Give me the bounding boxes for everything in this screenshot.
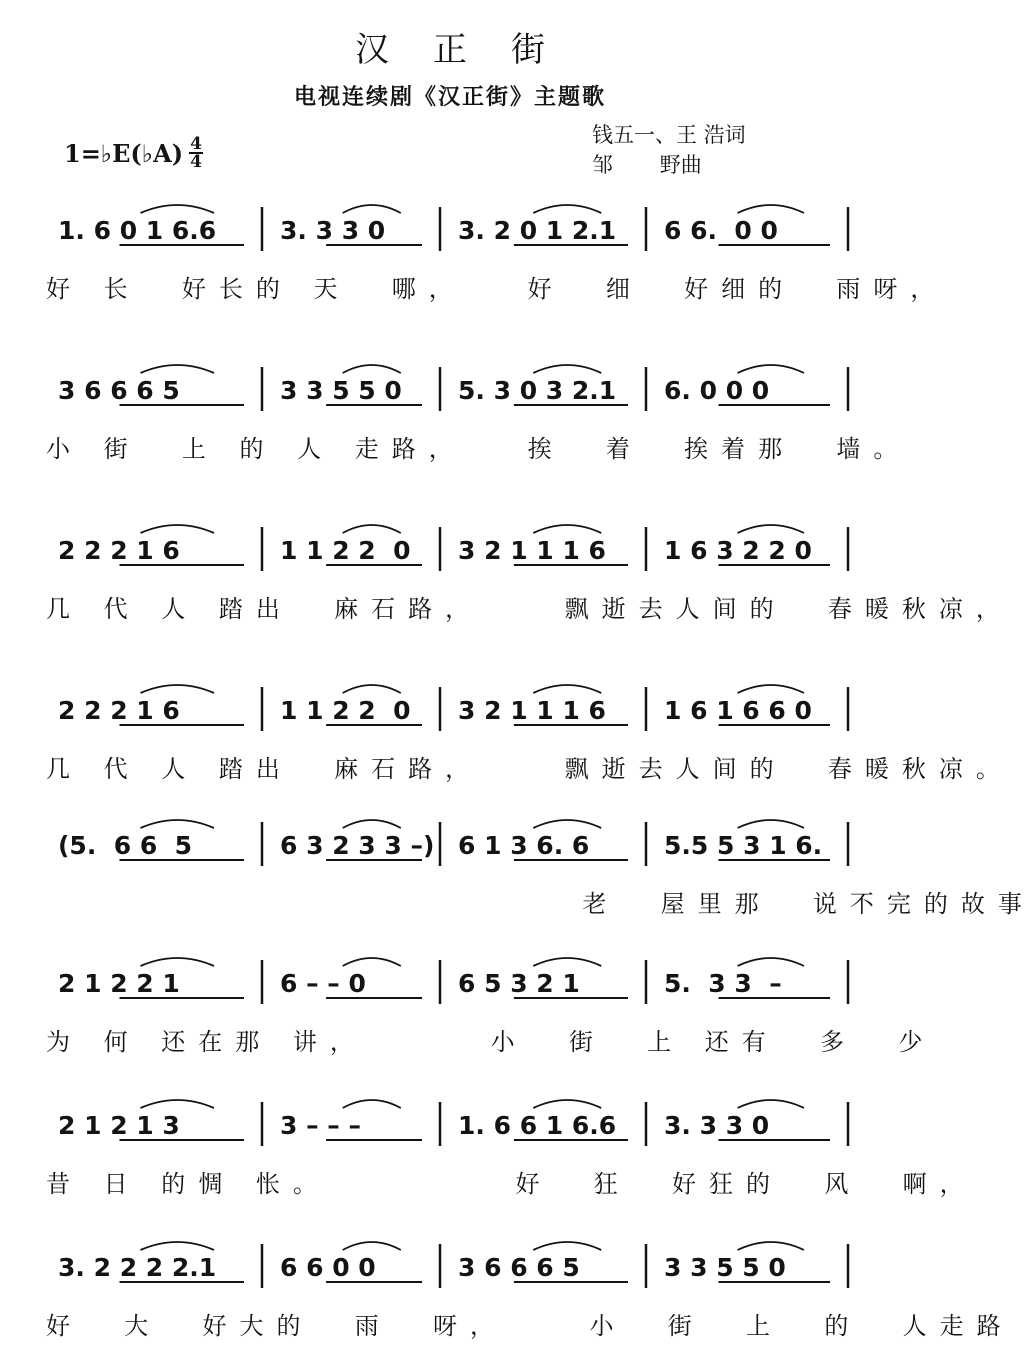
measure: 2 2 2 1 6 (58, 535, 180, 565)
lyrics-line: 好 大 好大的 雨 呀， 小 街 上 的 人走路 (46, 1312, 1014, 1340)
credits (592, 120, 746, 180)
time-top: 4 (190, 134, 202, 154)
measure: 1. 6 6 1 6.6 (458, 1110, 617, 1140)
measure: 6 5 3 2 1 (458, 968, 580, 998)
lyrics-line: 好 长 好长的 天 哪， 好 细 好细的 雨呀， (46, 275, 948, 303)
song-title: 汉正街 (355, 30, 589, 70)
music-system (0, 1232, 1014, 1372)
music-system (0, 1090, 977, 1230)
staff-line (0, 675, 900, 745)
measure: 3 – – – (280, 1110, 362, 1140)
staff-line (0, 948, 900, 1018)
measure: 2 1 2 2 1 (58, 968, 180, 998)
staff-line (0, 195, 900, 265)
measure: 6 3 2 3 3 –) (280, 830, 435, 860)
measure: 3. 2 2 2 2.1 (58, 1252, 217, 1282)
measure: 5. 3 0 3 2.1 (458, 375, 617, 405)
music-system (0, 675, 1013, 815)
music-system (0, 355, 911, 495)
lyrics-line: 昔 日 的惆 怅。 好 狂 好狂的 风 啊， (46, 1170, 977, 1198)
measure: 3. 3 3 0 (280, 215, 386, 245)
lyrics-line: 几 代 人 踏出 麻石路， 飘逝去人间的 春暖秋凉， (46, 595, 1013, 623)
lyricist-credit: 钱五一、王 浩词 (592, 123, 746, 147)
measure: (5. 6 6 5 (58, 830, 193, 860)
staff-line (0, 1090, 900, 1160)
measure: 1. 6 0 1 6.6 (58, 215, 217, 245)
measure: 3 3 5 5 0 (664, 1252, 786, 1282)
measure: 5.5 5 3 1 6. (664, 830, 823, 860)
measure: 6 – – 0 (280, 968, 366, 998)
measure: 3 6 6 6 5 (58, 375, 180, 405)
measure: 6. 0 0 0 (664, 375, 770, 405)
measure: 3. 2 0 1 2.1 (458, 215, 617, 245)
measure: 1 1 2 2 0 (280, 695, 411, 725)
music-system (0, 515, 1013, 655)
lyrics-line: 几 代 人 踏出 麻石路， 飘逝去人间的 春暖秋凉。 (46, 755, 1013, 783)
key-label: 1=♭E(♭A) (64, 138, 184, 168)
measure: 1 6 3 2 2 0 (664, 535, 812, 565)
song-subtitle: 电视连续剧《汉正街》主题歌 (293, 85, 606, 110)
lyrics-line: 老 屋里那 说不完的故事 (46, 890, 1035, 918)
measure: 3 2 1 1 1 6 (458, 535, 606, 565)
staff-line (0, 810, 900, 880)
time-signature (189, 136, 203, 170)
key-signature (64, 136, 203, 170)
measure: 3 6 6 6 5 (458, 1252, 580, 1282)
composer-credit: 邹 野曲 (592, 153, 702, 177)
music-system (0, 948, 936, 1088)
measure: 6 6. 0 0 (664, 215, 778, 245)
measure: 6 1 3 6. 6 (458, 830, 590, 860)
lyrics-line: 为 何 还在那 讲， 小 街 上 还有 多 少 (46, 1028, 936, 1056)
measure: 6 6 0 0 (280, 1252, 376, 1282)
measure: 1 6 1 6 6 0 (664, 695, 812, 725)
lyrics-line: 小 街 上 的 人 走路， 挨 着 挨着那 墙。 (46, 435, 911, 463)
measure: 2 1 2 1 3 (58, 1110, 180, 1140)
measure: 2 2 2 1 6 (58, 695, 180, 725)
measure: 5. 3 3 – (664, 968, 782, 998)
staff-line (0, 355, 900, 425)
music-system (0, 810, 1035, 950)
measure: 3. 3 3 0 (664, 1110, 770, 1140)
staff-line (0, 1232, 900, 1302)
music-system (0, 195, 948, 335)
staff-line (0, 515, 900, 585)
measure: 1 1 2 2 0 (280, 535, 411, 565)
measure: 3 2 1 1 1 6 (458, 695, 606, 725)
time-bottom: 4 (190, 152, 202, 172)
measure: 3 3 5 5 0 (280, 375, 402, 405)
